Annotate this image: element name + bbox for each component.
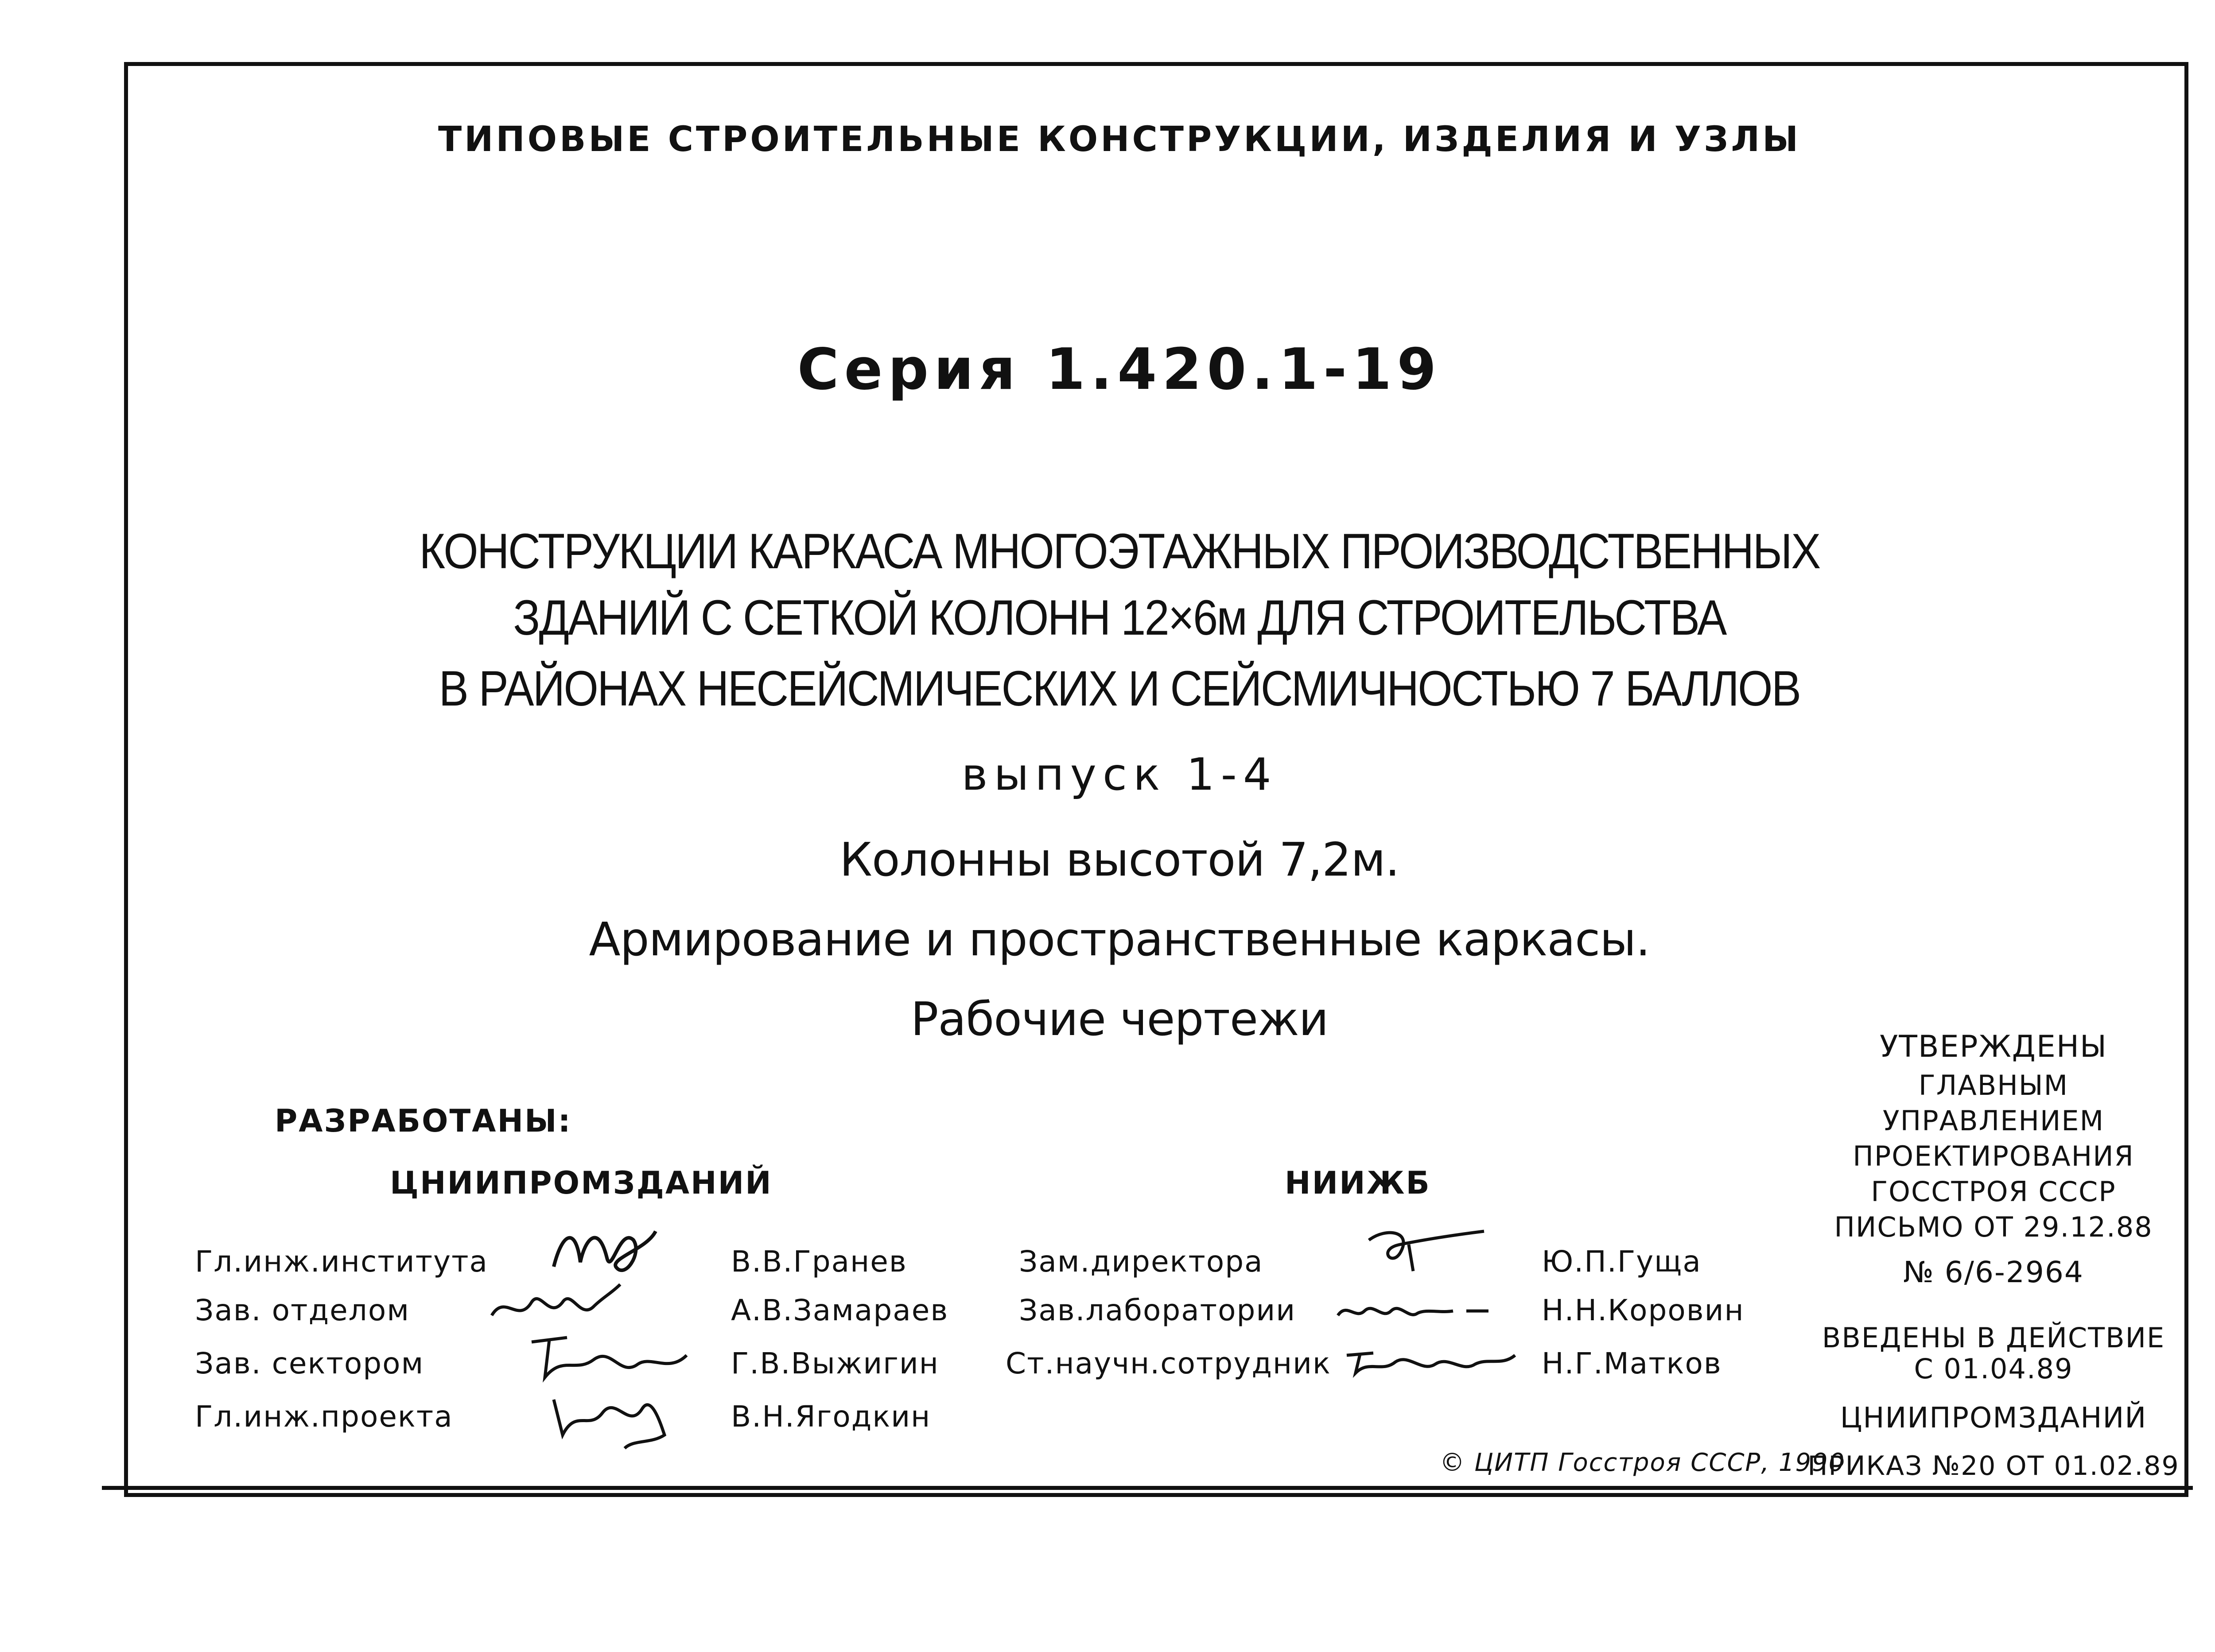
order-line-1: ЦНИИПРОМЗДАНИЙ [1840,1402,2147,1435]
approval-line-3: УПРАВЛЕНИЕМ [1882,1105,2105,1137]
right-person-2: Н.Н.Коровин [1542,1293,1745,1327]
signature-zamaraev [487,1276,629,1333]
approval-line-4: ПРОЕКТИРОВАНИЯ [1853,1140,2134,1172]
right-position-3: Ст.научн.сотрудник [1006,1346,1331,1381]
developed-label: РАЗРАБОТАНЫ: [275,1103,572,1139]
approval-line-6: ПИСЬМО ОТ 29.12.88 [1834,1211,2153,1243]
left-position-4: Гл.инж.проекта [195,1400,453,1434]
left-person-1: В.В.Гранев [731,1245,907,1279]
title-line-1: КОНСТРУКЦИИ КАРКАСА МНОГОЭТАЖНЫХ ПРОИЗВОДСТВЕННЫХ [419,524,1820,579]
approval-line-5: ГОССТРОЯ СССР [1871,1175,2116,1208]
copyright-note: © ЦИТП Госстроя СССР, 1990 [1440,1448,1846,1477]
series-number: Серия 1.420.1-19 [797,337,1442,403]
left-person-4: В.Н.Ягодкин [731,1400,931,1434]
issue-number: выпуск 1-4 [961,748,1278,800]
signature-yagodkin [545,1382,678,1453]
signature-vyzhigin [527,1329,696,1386]
bottom-rule [102,1486,2193,1490]
title-line-3: В РАЙОНАХ НЕСЕЙСМИЧЕСКИХ И СЕЙСМИЧНОСТЬЮ 7 БАЛЛОВ [439,661,1800,716]
left-position-3: Зав. сектором [195,1346,424,1381]
approval-line-2: ГЛАВНЫМ [1918,1069,2069,1101]
org-left-name: ЦНИИПРОМЗДАНИЙ [390,1165,773,1201]
subtitle-working-drawings: Рабочие чертежи [910,992,1329,1046]
title-line-2: ЗДАНИЙ С СЕТКОЙ КОЛОНН 12×6м ДЛЯ СТРОИТЕЛЬСТВА [513,590,1726,645]
right-person-1: Ю.П.Гуща [1542,1245,1702,1279]
org-right-name: НИИЖБ [1285,1165,1431,1201]
subtitle-columns: Колонны высотой 7,2м. [839,833,1399,887]
left-position-1: Гл.инж.института [195,1245,488,1279]
left-person-3: Г.В.Выжигин [731,1346,939,1381]
subtitle-reinforcement: Армирование и пространственные каркасы. [589,912,1650,966]
signature-korovin [1333,1293,1493,1329]
approval-letter-number: № 6/6-2964 [1903,1255,2084,1289]
right-position-1: Зам.директора [1019,1245,1263,1279]
enacted-line-2: С 01.04.89 [1914,1353,2073,1385]
series-category-header: ТИПОВЫЕ СТРОИТЕЛЬНЫЕ КОНСТРУКЦИИ, ИЗДЕЛИЯ И УЗЛЫ [438,120,1801,159]
left-position-2: Зав. отделом [195,1293,410,1327]
right-person-3: Н.Г.Матков [1542,1346,1722,1381]
left-person-2: А.В.Замараев [731,1293,949,1327]
signature-matkov [1342,1342,1519,1382]
enacted-line-1: ВВЕДЕНЫ В ДЕЙСТВИЕ [1822,1322,2165,1354]
right-position-2: Зав.лаборатории [1019,1293,1296,1327]
approval-line-1: УТВЕРЖДЕНЫ [1879,1029,2108,1064]
signature-gushcha [1360,1222,1493,1280]
order-line-2: ПРИКАЗ №20 ОТ 01.02.89 [1807,1450,2180,1481]
